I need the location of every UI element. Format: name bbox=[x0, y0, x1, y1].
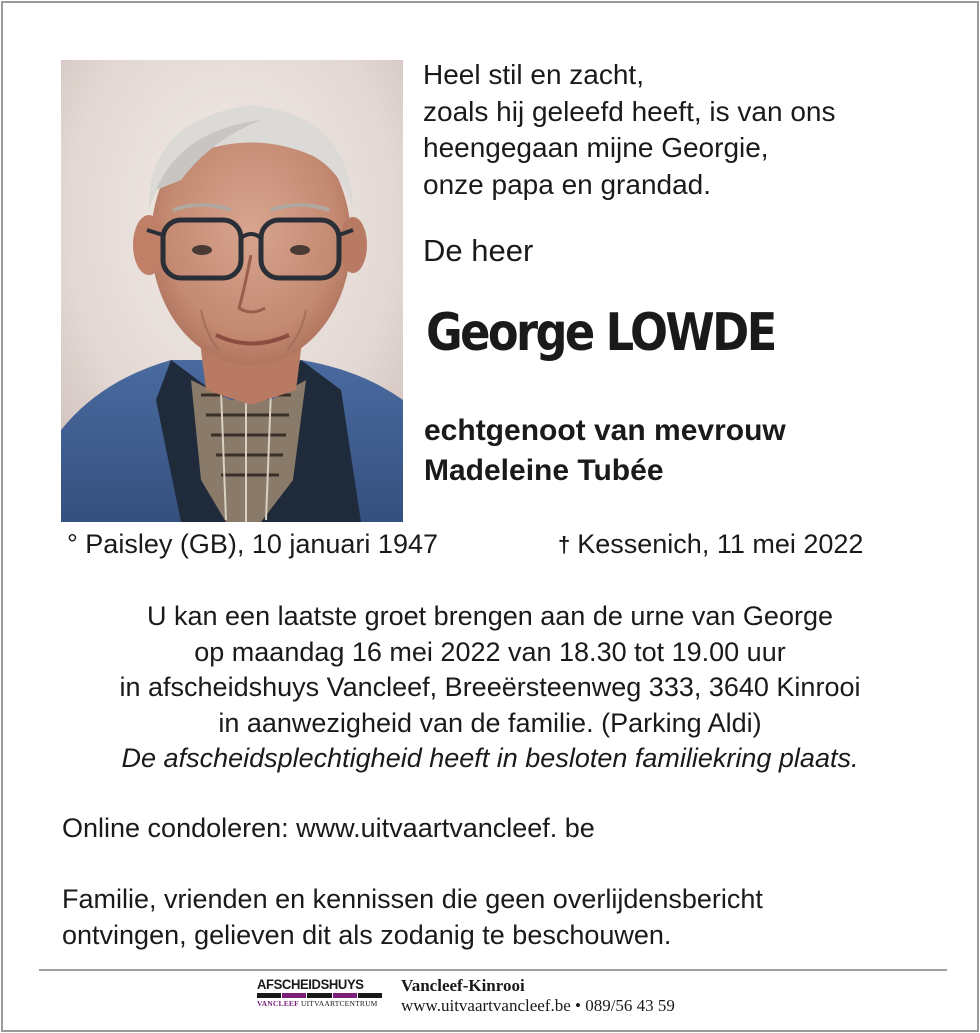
spouse-name: Madeleine Tubée bbox=[424, 454, 664, 487]
funeral-home-contact: www.uitvaartvancleef.be • 089/56 43 59 bbox=[401, 996, 675, 1015]
birth-date: ° Paisley (GB), 10 januari 1947 bbox=[67, 529, 438, 559]
obituary-card bbox=[1, 1, 979, 1032]
logo-bar-segment bbox=[282, 993, 306, 998]
note-line: Familie, vrienden en kennissen die geen overlijdensbericht bbox=[62, 884, 763, 914]
online-condolence: Online condoleren: www.uitvaartvancleef. be bbox=[62, 813, 595, 843]
poem-line: Heel stil en zacht, bbox=[423, 59, 644, 90]
cross-icon: † bbox=[558, 532, 571, 557]
poem-line: heengegaan mijne Georgie, bbox=[423, 132, 769, 163]
footer-divider bbox=[39, 969, 947, 971]
notice-note bbox=[62, 882, 763, 953]
funeral-home-name: Vancleef-Kinrooi bbox=[401, 976, 525, 995]
logo-wordmark: AFSCHEIDSHUYS bbox=[257, 976, 364, 992]
death-date bbox=[558, 529, 863, 560]
death-date-text: Kessenich, 11 mei 2022 bbox=[577, 529, 864, 559]
logo-bar-segment bbox=[307, 993, 331, 998]
portrait-photo bbox=[61, 60, 403, 522]
note-line: ontvingen, gelieven dit als zodanig te beschouwen. bbox=[62, 919, 672, 950]
funeral-home-logo bbox=[257, 976, 383, 1008]
spouse-info bbox=[424, 411, 786, 491]
deceased-name: George LOWDE bbox=[426, 303, 775, 363]
poem-line: zoals hij geleefd heeft, is van ons bbox=[423, 95, 836, 127]
farewell-line: op maandag 16 mei 2022 van 18.30 tot 19.00 uur bbox=[194, 636, 786, 667]
farewell-line: U kan een laatste groet brengen aan de urne van George bbox=[147, 601, 833, 631]
farewell-info bbox=[3, 599, 977, 777]
farewell-line: in afscheidshuys Vancleef, Breeërsteenweg 333, 3640 Kinrooi bbox=[119, 672, 861, 702]
ceremony-note: De afscheidsplechtigheid heeft in besloten familiekring plaats. bbox=[121, 743, 859, 773]
logo-bar bbox=[257, 993, 383, 998]
logo-subtitle bbox=[257, 999, 383, 1008]
logo-sub-b: UITVAARTCENTRUM bbox=[300, 999, 378, 1008]
poem-line: onze papa en grandad. bbox=[423, 168, 712, 200]
spouse-line: echtgenoot van mevrouw bbox=[424, 414, 786, 447]
poem bbox=[423, 57, 835, 203]
logo-bar-segment bbox=[257, 993, 281, 998]
logo-bar-segment bbox=[333, 993, 357, 998]
honorific: De heer bbox=[423, 233, 534, 268]
logo-bar-segment bbox=[358, 993, 382, 998]
farewell-line: in aanwezigheid van de familie. (Parking Aldi) bbox=[218, 707, 762, 738]
logo-sub-a: VANCLEEF bbox=[257, 999, 299, 1008]
funeral-home-info bbox=[401, 976, 675, 1016]
